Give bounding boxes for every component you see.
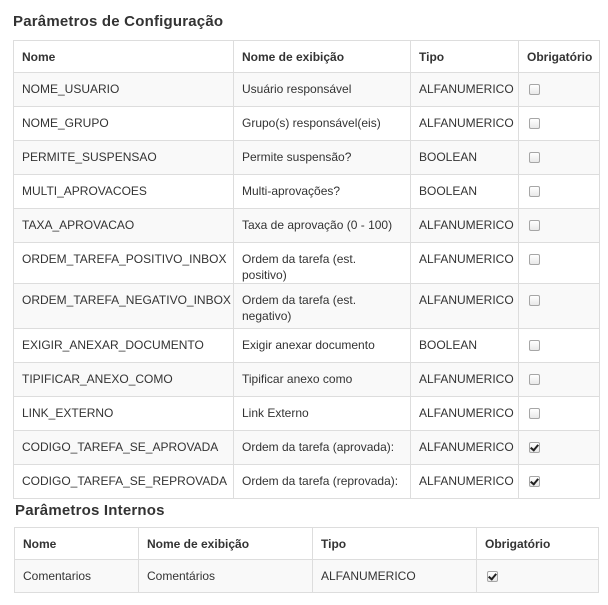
table-header-row bbox=[14, 41, 600, 73]
config-parameters-table bbox=[13, 40, 600, 499]
column-header-required: Obrigatório bbox=[477, 528, 599, 560]
cell-type: ALFANUMERICO bbox=[411, 363, 519, 397]
cell-display-name: Ordem da tarefa (est. positivo) bbox=[234, 243, 411, 284]
cell-required bbox=[519, 465, 600, 499]
cell-display-name: Permite suspensão? bbox=[234, 141, 411, 175]
cell-required bbox=[519, 284, 600, 329]
table-row bbox=[14, 141, 600, 175]
table-row bbox=[14, 431, 600, 465]
cell-type: ALFANUMERICO bbox=[411, 73, 519, 107]
required-checkbox[interactable] bbox=[529, 476, 540, 487]
cell-display-name: Tipificar anexo como bbox=[234, 363, 411, 397]
cell-required bbox=[519, 363, 600, 397]
column-header-type: Tipo bbox=[313, 528, 477, 560]
internal-section-title: Parâmetros Internos bbox=[15, 502, 165, 519]
cell-type: ALFANUMERICO bbox=[411, 243, 519, 284]
column-header-display-name: Nome de exibição bbox=[234, 41, 411, 73]
required-checkbox[interactable] bbox=[529, 118, 540, 129]
cell-name: ORDEM_TAREFA_NEGATIVO_INBOX bbox=[14, 284, 234, 329]
cell-type: ALFANUMERICO bbox=[411, 209, 519, 243]
cell-required bbox=[519, 397, 600, 431]
cell-name: PERMITE_SUSPENSAO bbox=[14, 141, 234, 175]
table-header-row bbox=[15, 528, 599, 560]
cell-display-name: Comentários bbox=[139, 560, 313, 593]
required-checkbox[interactable] bbox=[529, 186, 540, 197]
cell-name: MULTI_APROVACOES bbox=[14, 175, 234, 209]
cell-display-name: Taxa de aprovação (0 - 100) bbox=[234, 209, 411, 243]
column-header-required: Obrigatório bbox=[519, 41, 600, 73]
required-checkbox[interactable] bbox=[529, 84, 540, 95]
cell-type: ALFANUMERICO bbox=[411, 431, 519, 465]
cell-required bbox=[519, 209, 600, 243]
cell-display-name: Link Externo bbox=[234, 397, 411, 431]
cell-required bbox=[519, 73, 600, 107]
cell-name: TIPIFICAR_ANEXO_COMO bbox=[14, 363, 234, 397]
cell-name: CODIGO_TAREFA_SE_REPROVADA bbox=[14, 465, 234, 499]
cell-name: TAXA_APROVACAO bbox=[14, 209, 234, 243]
required-checkbox[interactable] bbox=[529, 340, 540, 351]
cell-type: ALFANUMERICO bbox=[411, 107, 519, 141]
table-row bbox=[14, 209, 600, 243]
config-section-title: Parâmetros de Configuração bbox=[13, 13, 224, 30]
cell-type: BOOLEAN bbox=[411, 175, 519, 209]
cell-type: ALFANUMERICO bbox=[313, 560, 477, 593]
column-header-name: Nome bbox=[14, 41, 234, 73]
table-row bbox=[14, 397, 600, 431]
internal-parameters-table bbox=[14, 527, 599, 593]
cell-display-name: Grupo(s) responsável(eis) bbox=[234, 107, 411, 141]
required-checkbox[interactable] bbox=[487, 571, 498, 582]
table-row bbox=[15, 560, 599, 593]
cell-display-name: Multi-aprovações? bbox=[234, 175, 411, 209]
cell-required bbox=[519, 243, 600, 284]
column-header-type: Tipo bbox=[411, 41, 519, 73]
table-row bbox=[14, 284, 600, 329]
cell-name: NOME_GRUPO bbox=[14, 107, 234, 141]
cell-required bbox=[519, 329, 600, 363]
cell-type: ALFANUMERICO bbox=[411, 284, 519, 329]
cell-required bbox=[519, 431, 600, 465]
table-row bbox=[14, 363, 600, 397]
table-row bbox=[14, 73, 600, 107]
column-header-name: Nome bbox=[15, 528, 139, 560]
cell-name: EXIGIR_ANEXAR_DOCUMENTO bbox=[14, 329, 234, 363]
required-checkbox[interactable] bbox=[529, 152, 540, 163]
cell-display-name: Ordem da tarefa (est. negativo) bbox=[234, 284, 411, 329]
cell-name: LINK_EXTERNO bbox=[14, 397, 234, 431]
cell-display-name: Ordem da tarefa (aprovada): bbox=[234, 431, 411, 465]
required-checkbox[interactable] bbox=[529, 442, 540, 453]
table-row bbox=[14, 175, 600, 209]
cell-type: BOOLEAN bbox=[411, 141, 519, 175]
cell-type: ALFANUMERICO bbox=[411, 465, 519, 499]
cell-name: CODIGO_TAREFA_SE_APROVADA bbox=[14, 431, 234, 465]
cell-required bbox=[519, 107, 600, 141]
required-checkbox[interactable] bbox=[529, 254, 540, 265]
cell-name: ORDEM_TAREFA_POSITIVO_INBOX bbox=[14, 243, 234, 284]
column-header-display-name: Nome de exibição bbox=[139, 528, 313, 560]
required-checkbox[interactable] bbox=[529, 374, 540, 385]
cell-name: NOME_USUARIO bbox=[14, 73, 234, 107]
table-row bbox=[14, 107, 600, 141]
cell-name: Comentarios bbox=[15, 560, 139, 593]
cell-required bbox=[519, 141, 600, 175]
required-checkbox[interactable] bbox=[529, 220, 540, 231]
cell-display-name: Ordem da tarefa (reprovada): bbox=[234, 465, 411, 499]
table-row bbox=[14, 465, 600, 499]
cell-type: ALFANUMERICO bbox=[411, 397, 519, 431]
required-checkbox[interactable] bbox=[529, 408, 540, 419]
cell-required bbox=[477, 560, 599, 593]
table-row bbox=[14, 329, 600, 363]
cell-display-name: Exigir anexar documento bbox=[234, 329, 411, 363]
cell-type: BOOLEAN bbox=[411, 329, 519, 363]
cell-display-name: Usuário responsável bbox=[234, 73, 411, 107]
required-checkbox[interactable] bbox=[529, 295, 540, 306]
cell-required bbox=[519, 175, 600, 209]
table-row bbox=[14, 243, 600, 284]
